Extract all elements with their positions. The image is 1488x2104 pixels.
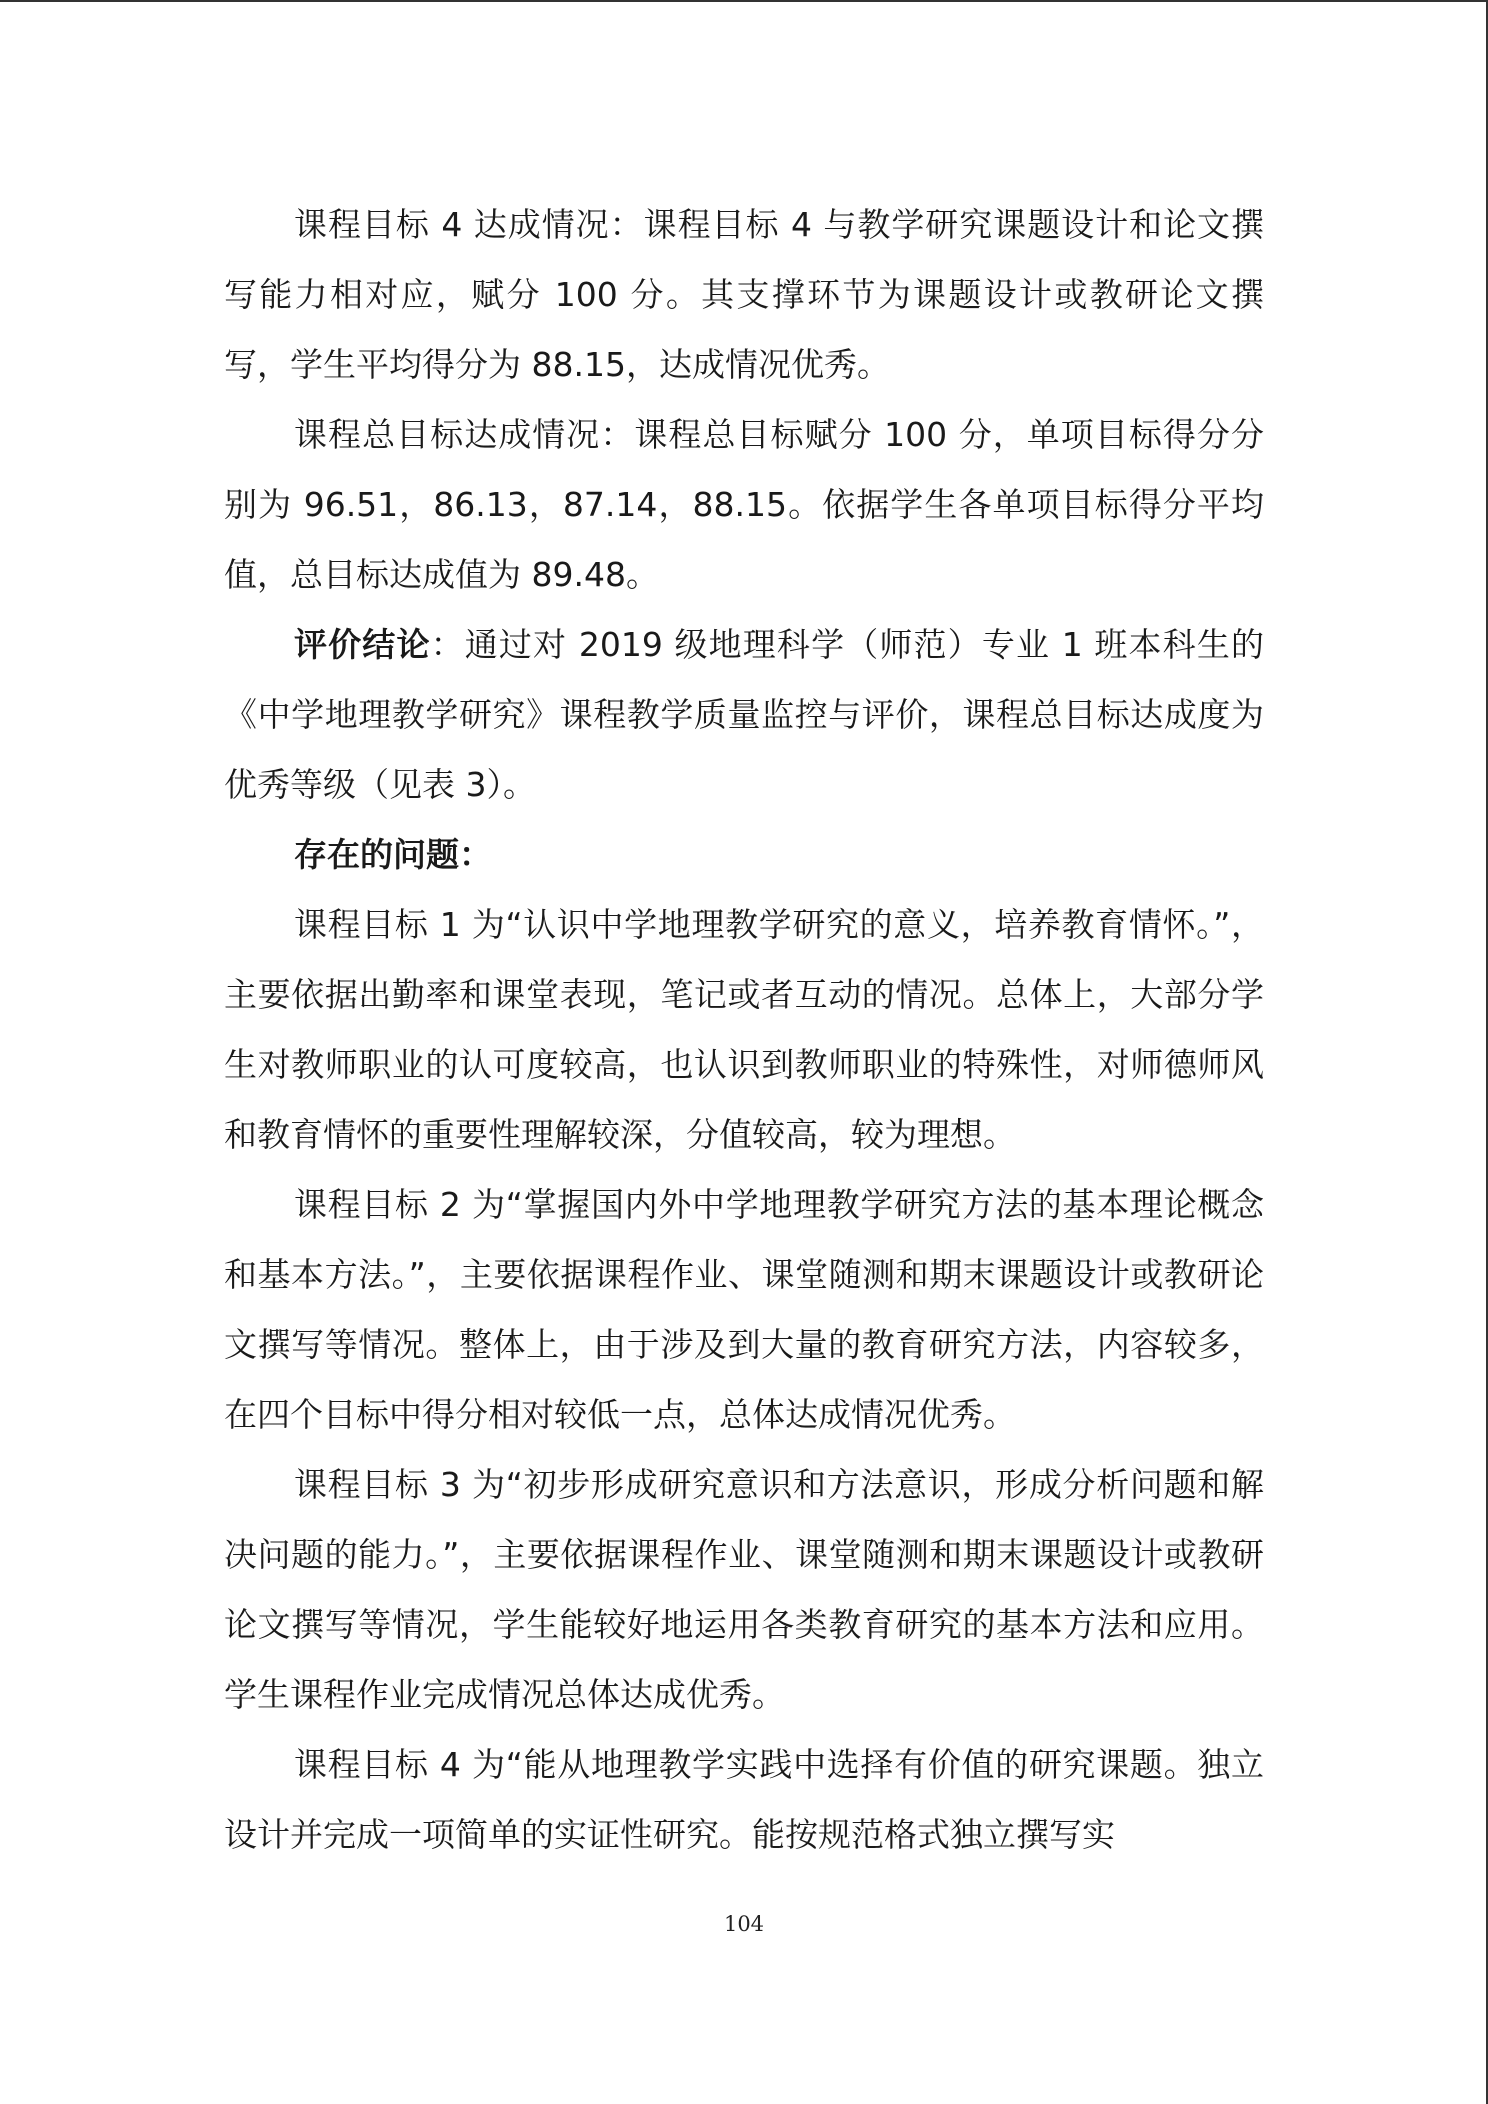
heading-existing-problems: 存在的问题： bbox=[294, 835, 492, 874]
paragraph-goal4-achievement: 课程目标 4 达成情况：课程目标 4 与教学研究课题设计和论文撰写能力相对应，赋分 100 分。其支撑环节为课题设计或教研论文撰写，学生平均得分为 88.15，达成情况优秀。 bbox=[224, 205, 1264, 384]
page-border-top bbox=[0, 0, 1488, 2]
paragraph-goal1-problem: 课程目标 1 为“认识中学地理教学研究的意义，培养教育情怀。”，主要依据出勤率和课堂表现，笔记或者互动的情况。总体上，大部分学生对教师职业的认可度较高，也认识到教师职业的特殊性，对师德师风和教育情怀的重要性理解较深，分值较高，较为理想。 bbox=[224, 905, 1264, 1154]
paragraph-evaluation-conclusion bbox=[224, 610, 1264, 820]
evaluation-conclusion-label: 评价结论 bbox=[294, 625, 431, 664]
document-body bbox=[224, 190, 1264, 1870]
paragraph-goal2-problem: 课程目标 2 为“掌握国内外中学地理教学研究方法的基本理论概念和基本方法。”，主要依据课程作业、课堂随测和期末课题设计或教研论文撰写等情况。整体上，由于涉及到大量的教育研究方法，内容较多，在四个目标中得分相对较低一点，总体达成情况优秀。 bbox=[224, 1185, 1264, 1434]
evaluation-conclusion-text: ：通过对 2019 级地理科学（师范）专业 1 班本科生的《中学地理教学研究》课程教学质量监控与评价，课程总目标达成度为优秀等级（见表 3）。 bbox=[224, 625, 1265, 804]
paragraph-overall-achievement: 课程总目标达成情况：课程总目标赋分 100 分，单项目标得分分别为 96.51，86.13，87.14，88.15。依据学生各单项目标得分平均值，总目标达成值为 89.48。 bbox=[224, 415, 1264, 594]
paragraph-goal3-problem: 课程目标 3 为“初步形成研究意识和方法意识，形成分析问题和解决问题的能力。”，主要依据课程作业、课堂随测和期末课题设计或教研论文撰写等情况，学生能较好地运用各类教育研究的基本方法和应用。学生课程作业完成情况总体达成优秀。 bbox=[224, 1465, 1264, 1714]
page-number: 104 bbox=[723, 1912, 765, 1936]
paragraph-goal4-problem: 课程目标 4 为“能从地理教学实践中选择有价值的研究课题。独立设计并完成一项简单的实证性研究。能按规范格式独立撰写实 bbox=[224, 1745, 1264, 1854]
